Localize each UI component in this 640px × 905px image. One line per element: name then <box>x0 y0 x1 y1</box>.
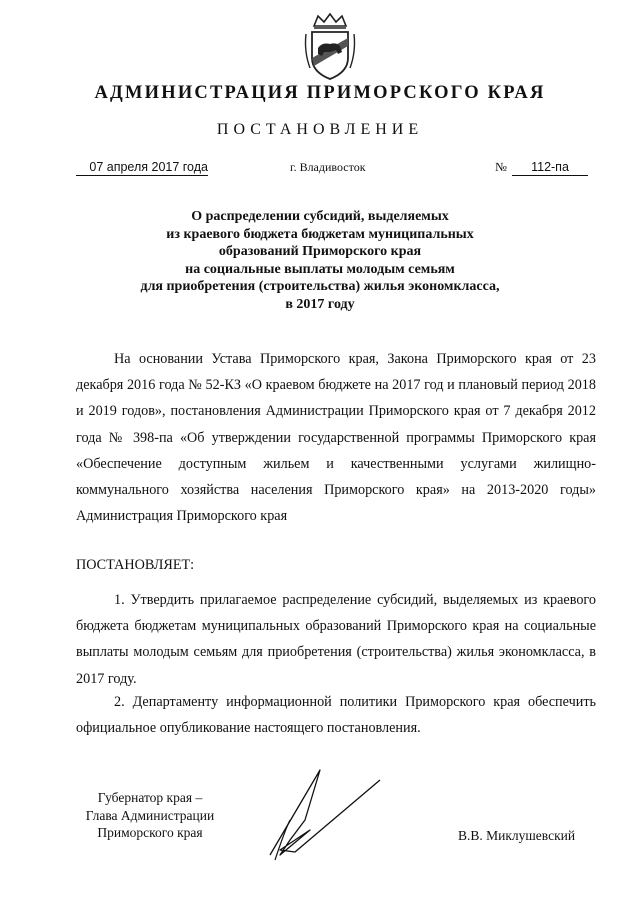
title-line: из краевого бюджета бюджетам муниципальных <box>166 226 474 242</box>
title-line: для приобретения (строительства) жилья экономкласса, <box>140 279 500 295</box>
title-line: на социальные выплаты молодым семьям <box>185 261 455 277</box>
document-number: 112-па <box>512 160 588 176</box>
position-line: Губернатор края – <box>97 790 203 805</box>
preamble-paragraph: На основании Устава Приморского края, Закона Приморского края от 23 декабря 2016 года № 52-КЗ «О краевом бюджете на 2017 год и плановый период 2018 и 2019 годов», постановления Администрации Приморского края от 7 декабря 2012 года № 398-па «Об утверждении государственной программы Приморского края «Обеспечение доступным жильем и качественными услугами жилищно-коммунального хозяйства населения Приморского края» на 2013-2020 годы» Администрация Приморского края <box>76 351 596 525</box>
position-line: Глава Администрации <box>85 807 215 823</box>
document-date: 07 апреля 2017 года <box>76 160 208 176</box>
resolution-item-2: 2. Департаменту информационной политики Приморского края обеспечить официальное опубликование настоящего постановления. <box>76 694 596 737</box>
title-line: в 2017 году <box>285 296 355 312</box>
document-title <box>0 208 640 314</box>
resolve-heading: ПОСТАНОВЛЯЕТ: <box>76 557 195 573</box>
signature-icon <box>250 760 390 890</box>
signatory-name: В.В. Миклушевский <box>458 828 576 843</box>
signatory-position <box>60 789 240 842</box>
title-line: О распределении субсидий, выделяемых <box>191 209 449 224</box>
organization-name: АДМИНИСТРАЦИЯ ПРИМОРСКОГО КРАЯ <box>94 83 546 103</box>
resolution-item-1: 1. Утвердить прилагаемое распределение субсидий, выделяемых из краевого бюджета бюджетам муниципальных образований Приморского края на социальные выплаты молодым семьям для приобретения (строительства) жилья экономкласса, в 2017 году. <box>76 592 596 687</box>
number-sign: № <box>495 160 507 174</box>
document-type: ПОСТАНОВЛЕНИЕ <box>216 121 424 138</box>
title-line: образований Приморского края <box>218 244 422 260</box>
coat-of-arms-icon <box>300 12 360 82</box>
position-line: Приморского края <box>97 825 203 840</box>
document-city: г. Владивосток <box>290 160 366 174</box>
